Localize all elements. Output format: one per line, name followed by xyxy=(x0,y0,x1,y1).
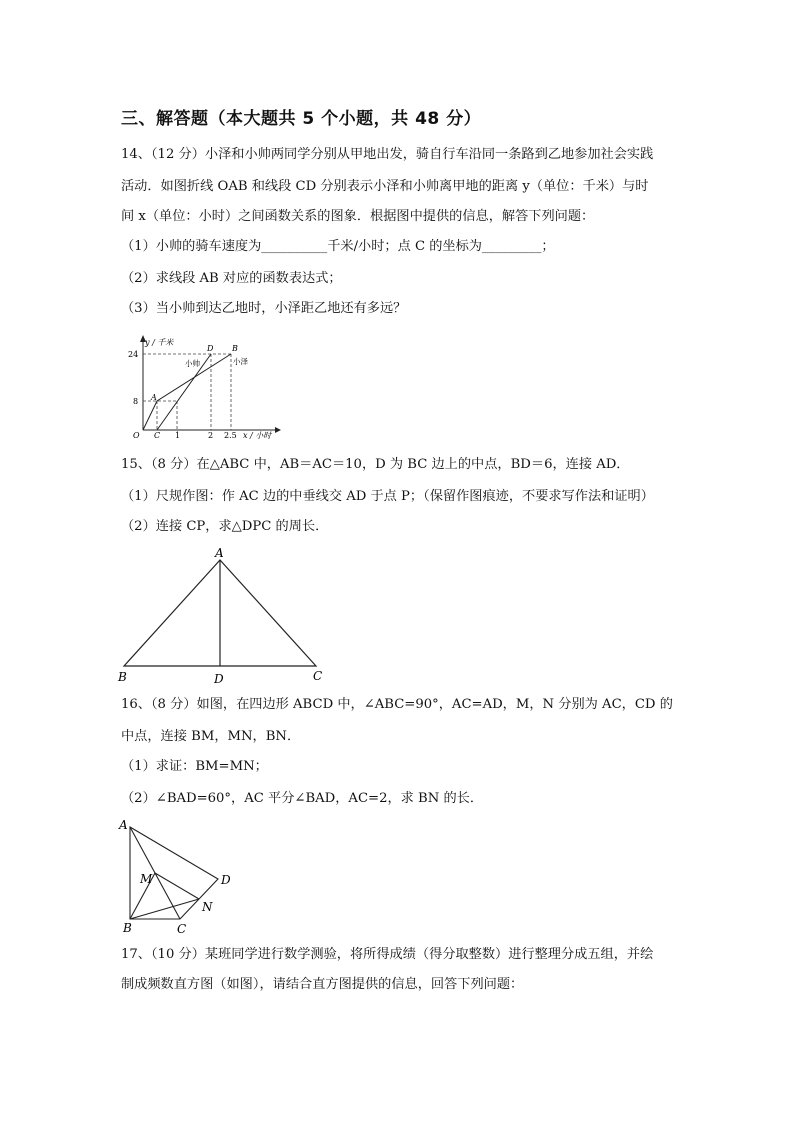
label-n: N xyxy=(202,900,213,914)
origin-label: O xyxy=(133,431,140,440)
x-axis-arrow xyxy=(275,427,281,433)
q15-sub-1: （1）尺规作图：作 AC 边的中垂线交 AD 于点 P；（保留作图痕迹，不要求写作法和证明） xyxy=(121,489,654,504)
q17-line-1: 17、（10 分）某班同学进行数学测验，将所得成绩（得分取整数）进行整理分成五组，并绘 xyxy=(121,947,654,962)
segment-bn xyxy=(130,899,199,919)
x-tick-2: 2 xyxy=(208,431,214,440)
label-a: A xyxy=(119,818,128,832)
label-d: D xyxy=(214,672,224,686)
line-cd xyxy=(157,354,211,430)
q14-line-3: 间 x（单位：小时）之间函数关系的图象．根据图中提供的信息，解答下列问题： xyxy=(121,209,595,224)
y-tick-8: 8 xyxy=(133,397,139,406)
q16-line-1: 16、（8 分）如图，在四边形 ABCD 中，∠ABC=90°，AC=AD，M，N 分别为 AC，CD 的 xyxy=(121,697,673,712)
q14-sub-1: （1）小帅的骑车速度为__________千米/小时；点 C 的坐标为_________； xyxy=(121,239,555,254)
q14-distance-time-graph xyxy=(125,334,285,444)
label-b: B xyxy=(118,670,127,684)
q16-sub-2: （2）∠BAD=60°，AC 平分∠BAD，AC=2，求 BN 的长． xyxy=(121,791,484,806)
q16-sub-1: （1）求证：BM=MN； xyxy=(121,759,268,774)
q15-sub-2: （2）连接 CP，求△DPC 的周长． xyxy=(121,519,329,534)
q14-line-1: 14、（12 分）小泽和小帅两同学分别从甲地出发，骑自行车沿同一条路到乙地参加社会实践 xyxy=(121,147,654,162)
q15-line-1: 15、（8 分）在△ABC 中，AB＝AC＝10，D 为 BC 边上的中点，BD＝6，连接 AD． xyxy=(121,457,630,472)
y-axis-label: y / 千米 xyxy=(145,338,174,347)
q14-sub-3: （3）当小帅到达乙地时，小泽距乙地还有多远？ xyxy=(121,301,407,316)
label-a: A xyxy=(215,546,224,560)
label-xiaoshuai: 小帅 xyxy=(185,359,200,368)
point-d-label: D xyxy=(207,344,214,353)
label-c: C xyxy=(177,922,187,936)
q16-quadrilateral-abcd xyxy=(114,815,244,937)
x-tick-c: C xyxy=(154,431,161,440)
x-tick-1: 1 xyxy=(175,431,181,440)
y-tick-24: 24 xyxy=(128,350,139,359)
q14-line-2: 活动．如图折线 OAB 和线段 CD 分别表示小泽和小帅离甲地的距离 y（单位：千米）与时 xyxy=(121,179,649,194)
x-axis-label: x / 小时 xyxy=(243,431,272,440)
point-a-label: A xyxy=(151,393,157,402)
section-title: 三、解答题（本大题共 5 个小题，共 48 分） xyxy=(121,109,482,129)
q14-sub-2: （2）求线段 AB 对应的函数表达式； xyxy=(121,271,342,286)
q15-triangle-abc xyxy=(114,544,330,686)
label-d: D xyxy=(221,873,231,887)
q17-line-2: 制成频数直方图（如图），请结合直方图提供的信息，回答下列问题： xyxy=(121,977,524,992)
label-c: C xyxy=(313,669,323,683)
label-b: B xyxy=(123,921,132,935)
x-tick-2-5: 2.5 xyxy=(224,431,237,440)
label-xiaoze: 小泽 xyxy=(233,357,248,366)
q16-line-2: 中点，连接 BM，MN，BN． xyxy=(121,729,301,744)
point-b-label: B xyxy=(232,344,238,353)
label-m: M xyxy=(140,872,153,886)
